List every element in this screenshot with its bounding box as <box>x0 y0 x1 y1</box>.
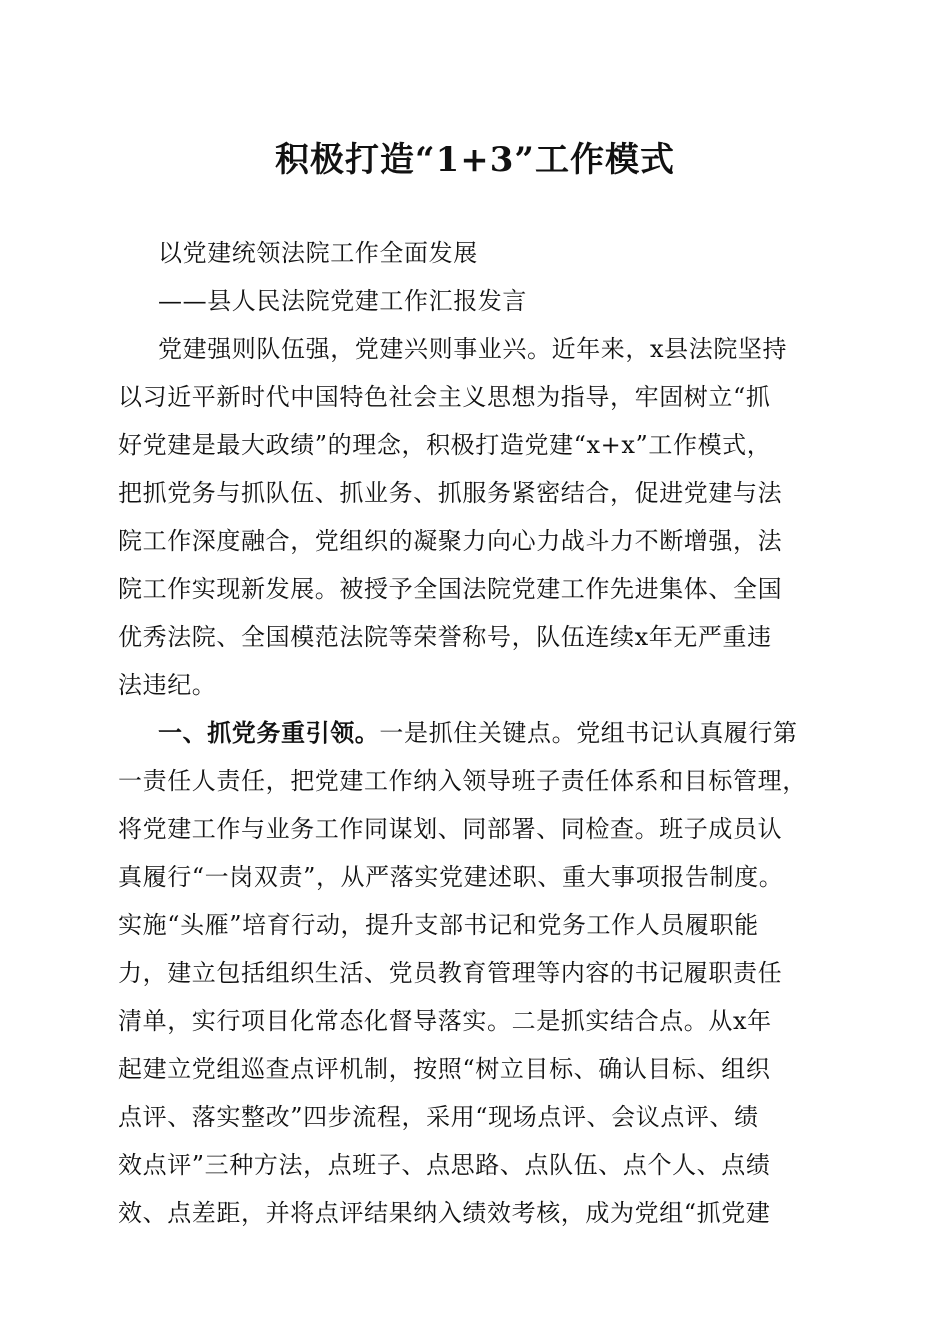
paragraph-line: 优秀法院、全国模范法院等荣誉称号，队伍连续x年无严重违 <box>118 623 772 651</box>
paragraph-line: 真履行“一岗双责”，从严落实党建述职、重大事项报告制度。 <box>118 863 784 891</box>
paragraph-line: 实施“头雁”培育行动，提升支部书记和党务工作人员履职能 <box>118 911 759 939</box>
paragraph-line: 院工作实现新发展。被授予全国法院党建工作先进集体、全国 <box>118 575 783 603</box>
paragraph-line: 一责任人责任，把党建工作纳入领导班子责任体系和目标管理， <box>118 767 807 795</box>
paragraph-line: 法违纪。 <box>118 671 217 699</box>
paragraph-line: 把抓党务与抓队伍、抓业务、抓服务紧密结合，促进党建与法 <box>118 479 783 507</box>
paragraph-line: 清单，实行项目化常态化督导落实。二是抓实结合点。从x年 <box>118 1007 772 1035</box>
paragraph-line: 以习近平新时代中国特色社会主义思想为指导，牢固树立“抓 <box>118 383 771 411</box>
section-first-line-text: 一是抓住关键点。党组书记认真履行第 <box>379 719 798 747</box>
paragraph-line: 起建立党组巡查点评机制，按照“树立目标、确认目标、组织 <box>118 1055 771 1083</box>
paragraph-line: 好党建是最大政绩”的理念，积极打造党建“x+x”工作模式， <box>118 431 772 459</box>
paragraph-line: 点评、落实整改”四步流程，采用“现场点评、会议点评、绩 <box>118 1103 759 1131</box>
paragraph-line: 效、点差距，并将点评结果纳入绩效考核，成为党组“抓党建 <box>118 1199 771 1227</box>
paragraph-intro <box>118 325 844 709</box>
section-first-line <box>118 709 844 757</box>
paragraph-line: 院工作深度融合，党组织的凝聚力向心力战斗力不断增强，法 <box>118 527 783 555</box>
section-heading: 一、抓党务重引领。 <box>158 718 380 747</box>
paragraph-line: 将党建工作与业务工作同谋划、同部署、同检查。班子成员认 <box>118 815 783 843</box>
document-title: 积极打造“1+3”工作模式 <box>275 140 675 180</box>
paragraph-line: 力，建立包括组织生活、党员教育管理等内容的书记履职责任 <box>118 959 783 987</box>
section-party-affairs <box>118 709 844 1237</box>
document-body <box>118 229 844 1237</box>
paragraph-line: 效点评”三种方法，点班子、点思路、点队伍、点个人、点绩 <box>118 1151 771 1179</box>
document-subtitle: 以党建统领法院工作全面发展 <box>158 239 478 267</box>
paragraph-line: 党建强则队伍强，党建兴则事业兴。近年来，x县法院坚持 <box>158 335 788 363</box>
document-byline: ——县人民法院党建工作汇报发言 <box>158 287 527 315</box>
